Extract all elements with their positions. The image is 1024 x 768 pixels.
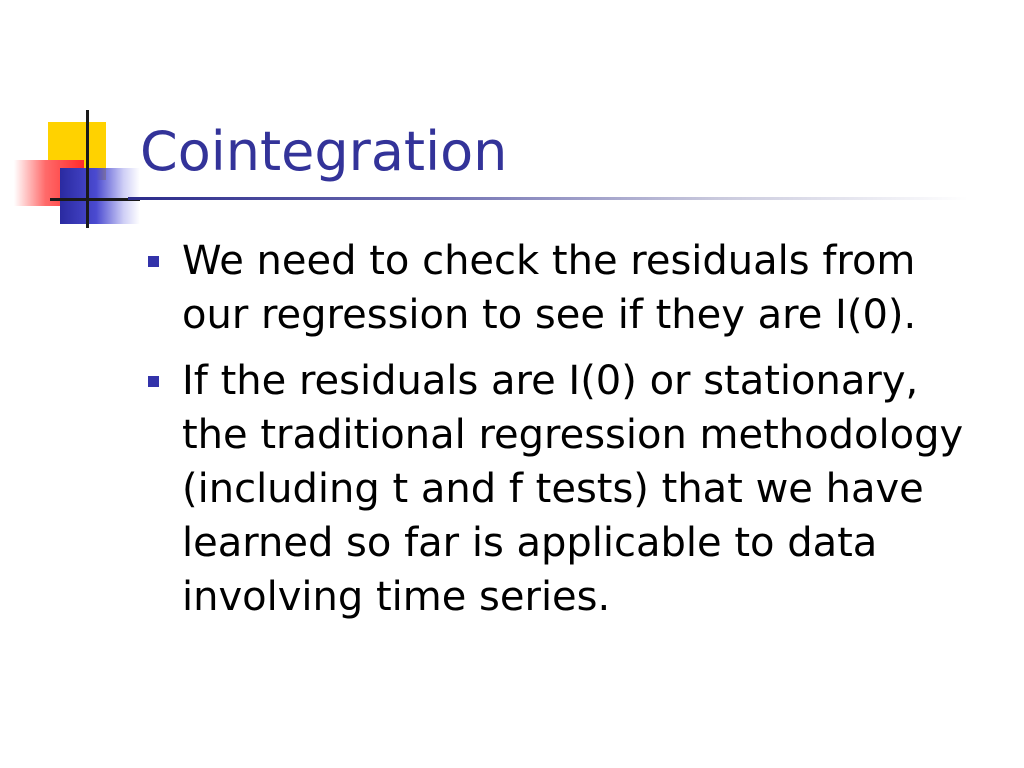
horizontal-crosshair-line xyxy=(50,198,140,201)
blue-square-icon xyxy=(60,168,140,224)
bullet-item xyxy=(148,234,988,342)
decorative-squares-logo-icon xyxy=(0,100,150,240)
square-bullet-icon xyxy=(148,256,159,267)
bullet-text: We need to check the residuals from our regression to see if they are I(0). xyxy=(182,238,917,338)
title-underline-divider xyxy=(128,197,968,200)
bullet-text: If the residuals are I(0) or stationary, the traditional regression methodology (including t and f tests) that we have learned so far is applicable to data involving time series. xyxy=(182,358,964,620)
bullet-list xyxy=(148,234,988,636)
slide-title: Cointegration xyxy=(140,120,508,183)
bullet-item xyxy=(148,354,988,624)
square-bullet-icon xyxy=(148,376,159,387)
vertical-crosshair-line xyxy=(86,110,89,228)
